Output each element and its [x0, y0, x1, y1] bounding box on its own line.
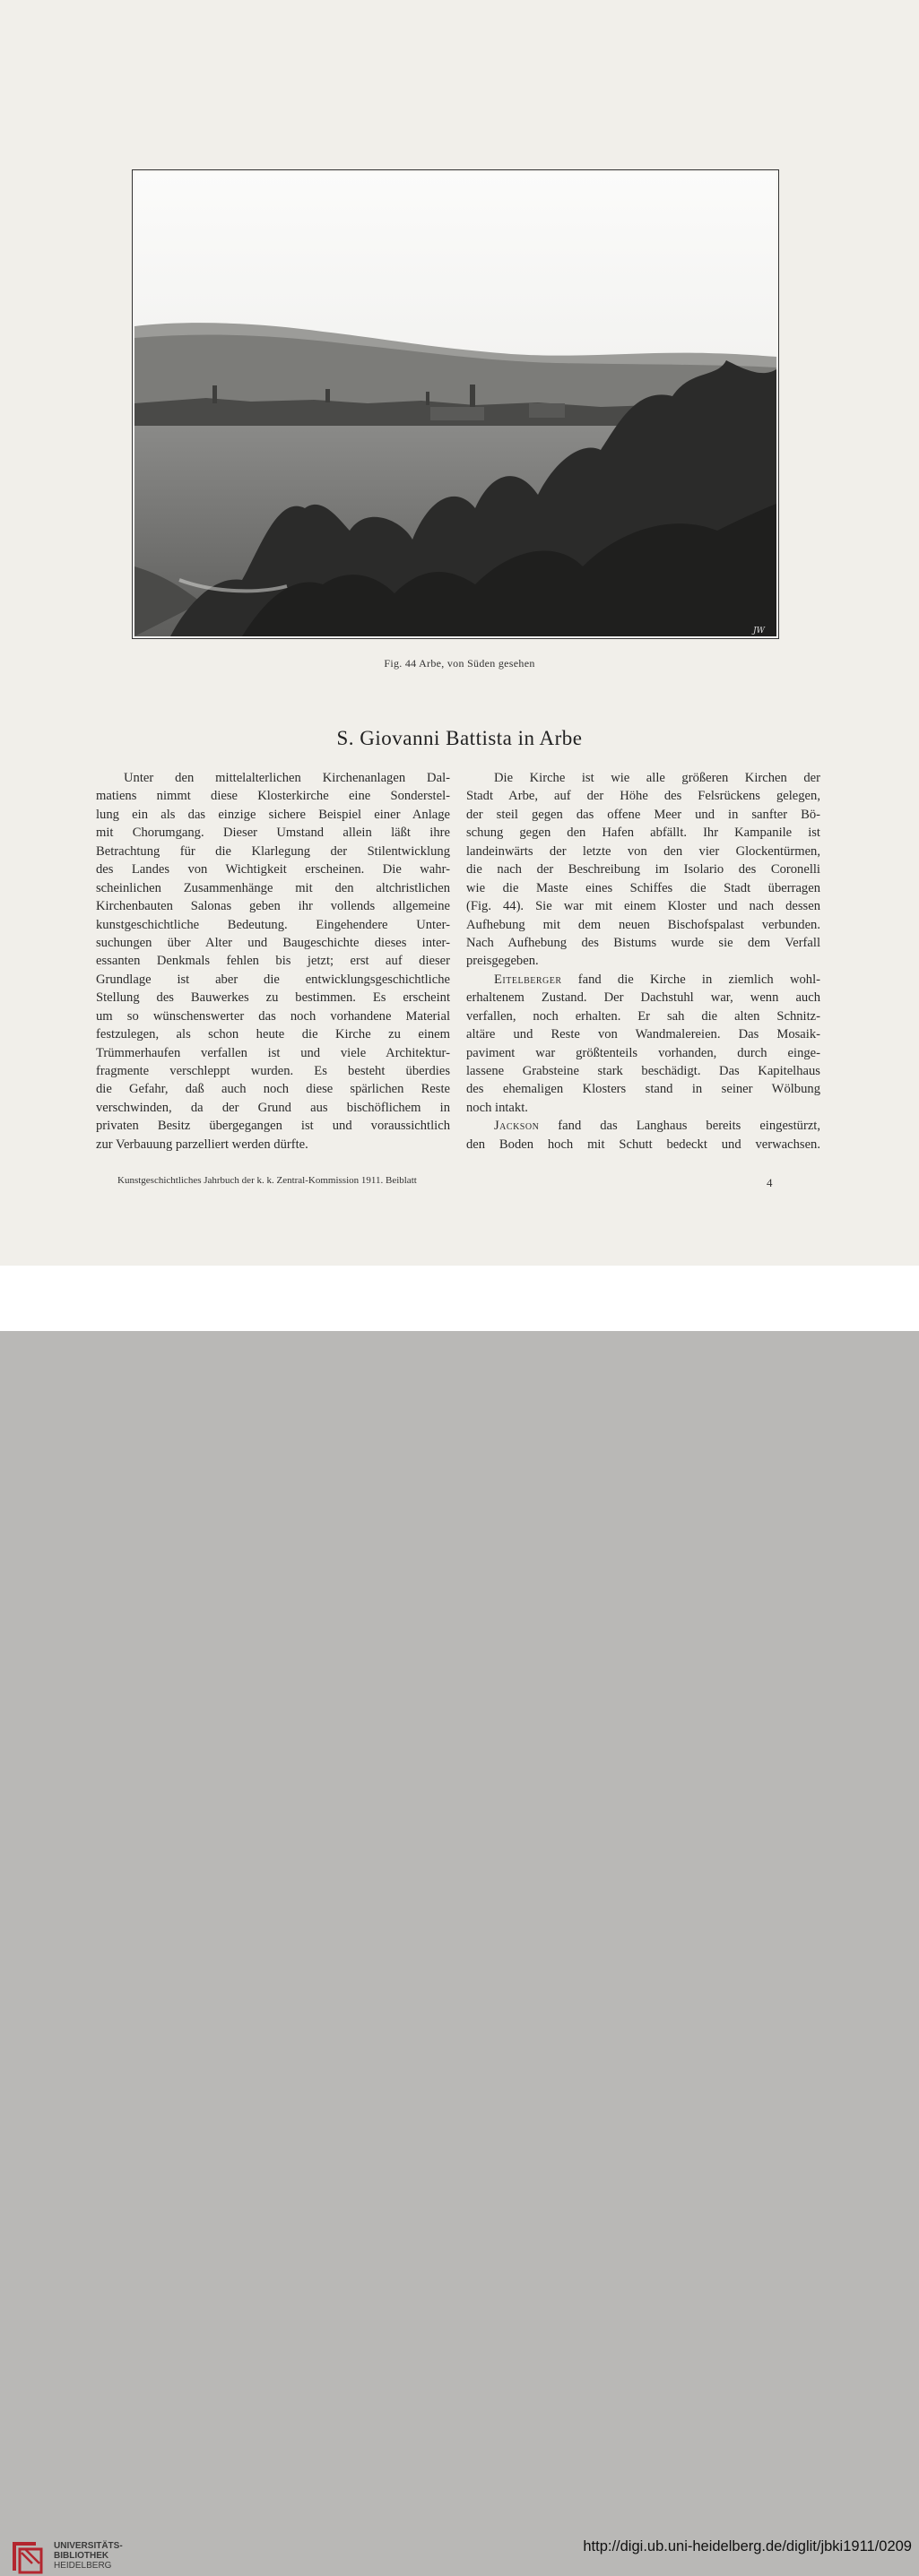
text-line: die Gefahr, daß auch noch diese spärlichen Reste: [96, 1082, 450, 1097]
text-line: festzulegen, als schon heute die Kirche zu einem: [96, 1027, 450, 1042]
text-line: Stadt Arbe, auf der Höhe des Felsrückens gelegen,: [466, 789, 820, 804]
right-text-column: [466, 769, 820, 1154]
text-line: des ehemaligen Klosters stand in seiner Wölbung: [466, 1082, 820, 1097]
text-line: privaten Besitz übergegangen ist und voraussichtlich: [96, 1119, 450, 1134]
text-line: fragmente verschleppt wurden. Es besteht überdies: [96, 1064, 450, 1078]
text-line: Trümmerhaufen verfallen ist und viele Architektur-: [96, 1045, 450, 1060]
library-name-line: BIBLIOTHEK: [54, 2551, 109, 2561]
text-line: verschwinden, da der Grund aus bischöflichem in: [96, 1100, 450, 1115]
text-line: Stellung des Bauwerkes zu bestimmen. Es erscheint: [96, 990, 450, 1006]
text-line: suchungen über Alter und Baugeschichte dieses inter-: [96, 935, 450, 950]
author-name: Jackson: [494, 1119, 540, 1134]
library-logo-icon: [9, 2537, 47, 2576]
text-line: Grundlage ist aber die entwicklungsgeschichtliche: [96, 972, 450, 987]
text-line: preisgegeben.: [466, 954, 539, 969]
text-line: lung ein als das einzige sichere Beispiel einer Anlage: [96, 807, 450, 822]
library-name: [54, 2541, 123, 2571]
text-line: altäre und Reste von Wandmalereien. Das Mosaik-: [466, 1027, 820, 1042]
text-line: matiens nimmt diese Klosterkirche eine Sonderstel-: [96, 789, 450, 804]
text-line: der steil gegen das offene Meer und in sanfter Bö-: [466, 807, 820, 822]
text-line: Aufhebung mit dem neuen Bischofspalast verbunden.: [466, 917, 820, 932]
text-line: zur Verbauung parzelliert werden dürfte.: [96, 1137, 308, 1152]
text-line: verfallen, noch erhalten. Er sah die alten Schnitz-: [466, 1008, 820, 1024]
library-name-line: HEIDELBERG: [54, 2561, 112, 2571]
author-name: Eitelberger: [494, 972, 562, 987]
text-line: den Boden hoch mit Schutt bedeckt und verwachsen.: [466, 1137, 820, 1152]
text-line: essanten Denkmals fehlen bis jetzt; erst auf dieser: [96, 954, 450, 969]
landscape-photo: [134, 172, 776, 636]
text-line: Kirchenbauten Salonas geben ihr vollends allgemeine: [96, 899, 450, 914]
text-line: Betrachtung für die Klarlegung der Stilentwicklung: [96, 843, 450, 859]
text-line: erhaltenem Zustand. Der Dachstuhl war, wenn auch: [466, 990, 820, 1006]
photographer-signature: JW: [753, 627, 765, 635]
left-text-column: [96, 769, 450, 1154]
text-fragment: fand die Kirche in ziemlich wohl-: [561, 972, 820, 987]
page-number: 4: [767, 1176, 773, 1189]
text-line: [466, 1117, 820, 1135]
viewer-footer: [0, 1266, 919, 2571]
text-line: [466, 971, 820, 989]
text-line: um so wünschenswerter das noch vorhandene Material: [96, 1008, 450, 1024]
running-footer: Kunstgeschichtliches Jahrbuch der k. k. Zentral-Kommission 1911. Beiblatt: [117, 1175, 417, 1186]
text-line: wie die Maste eines Schiffes die Stadt überragen: [466, 880, 820, 895]
figure-caption: Fig. 44 Arbe, von Süden gesehen: [384, 657, 535, 670]
text-line: noch intakt.: [466, 1100, 528, 1115]
photograph-arbe: [132, 169, 779, 639]
text-line: paviment war größtenteils vorhanden, durch einge-: [466, 1045, 820, 1060]
text-line: Unter den mittelalterlichen Kirchenanlagen Dal-: [124, 771, 450, 785]
text-line: kunstgeschichtliche Bedeutung. Eingehendere Unter-: [96, 917, 450, 932]
permalink-url[interactable]: http://digi.ub.uni-heidelberg.de/diglit/jbki1911/0209: [583, 2538, 912, 2554]
text-line: mit Chorumgang. Dieser Umstand allein läßt ihre: [96, 826, 450, 841]
text-line: (Fig. 44). Sie war mit einem Kloster und nach dessen: [466, 899, 820, 914]
text-line: lassene Grabsteine stark beschädigt. Das Kapitelhaus: [466, 1064, 820, 1078]
text-line: Nach Aufhebung des Bistums wurde sie dem Verfall: [466, 935, 820, 950]
text-line: schung gegen den Hafen abfällt. Ihr Kampanile ist: [466, 826, 820, 841]
text-fragment: fand das Langhaus bereits eingestürzt,: [539, 1119, 820, 1134]
scanned-page: [0, 0, 919, 1266]
text-line: des Landes von Wichtigkeit erscheinen. Die wahr-: [96, 862, 450, 877]
library-name-line: UNIVERSITÄTS-: [54, 2541, 123, 2551]
text-line: landeinwärts der letzte von den vier Glockentürmen,: [466, 843, 820, 859]
text-line: scheinlichen Zusammenhänge mit den altchristlichen: [96, 880, 450, 895]
text-line: Die Kirche ist wie alle größeren Kirchen der: [494, 771, 820, 785]
text-line: die nach der Beschreibung im Isolario des Coronelli: [466, 862, 820, 877]
article-title: S. Giovanni Battista in Arbe: [336, 727, 583, 749]
